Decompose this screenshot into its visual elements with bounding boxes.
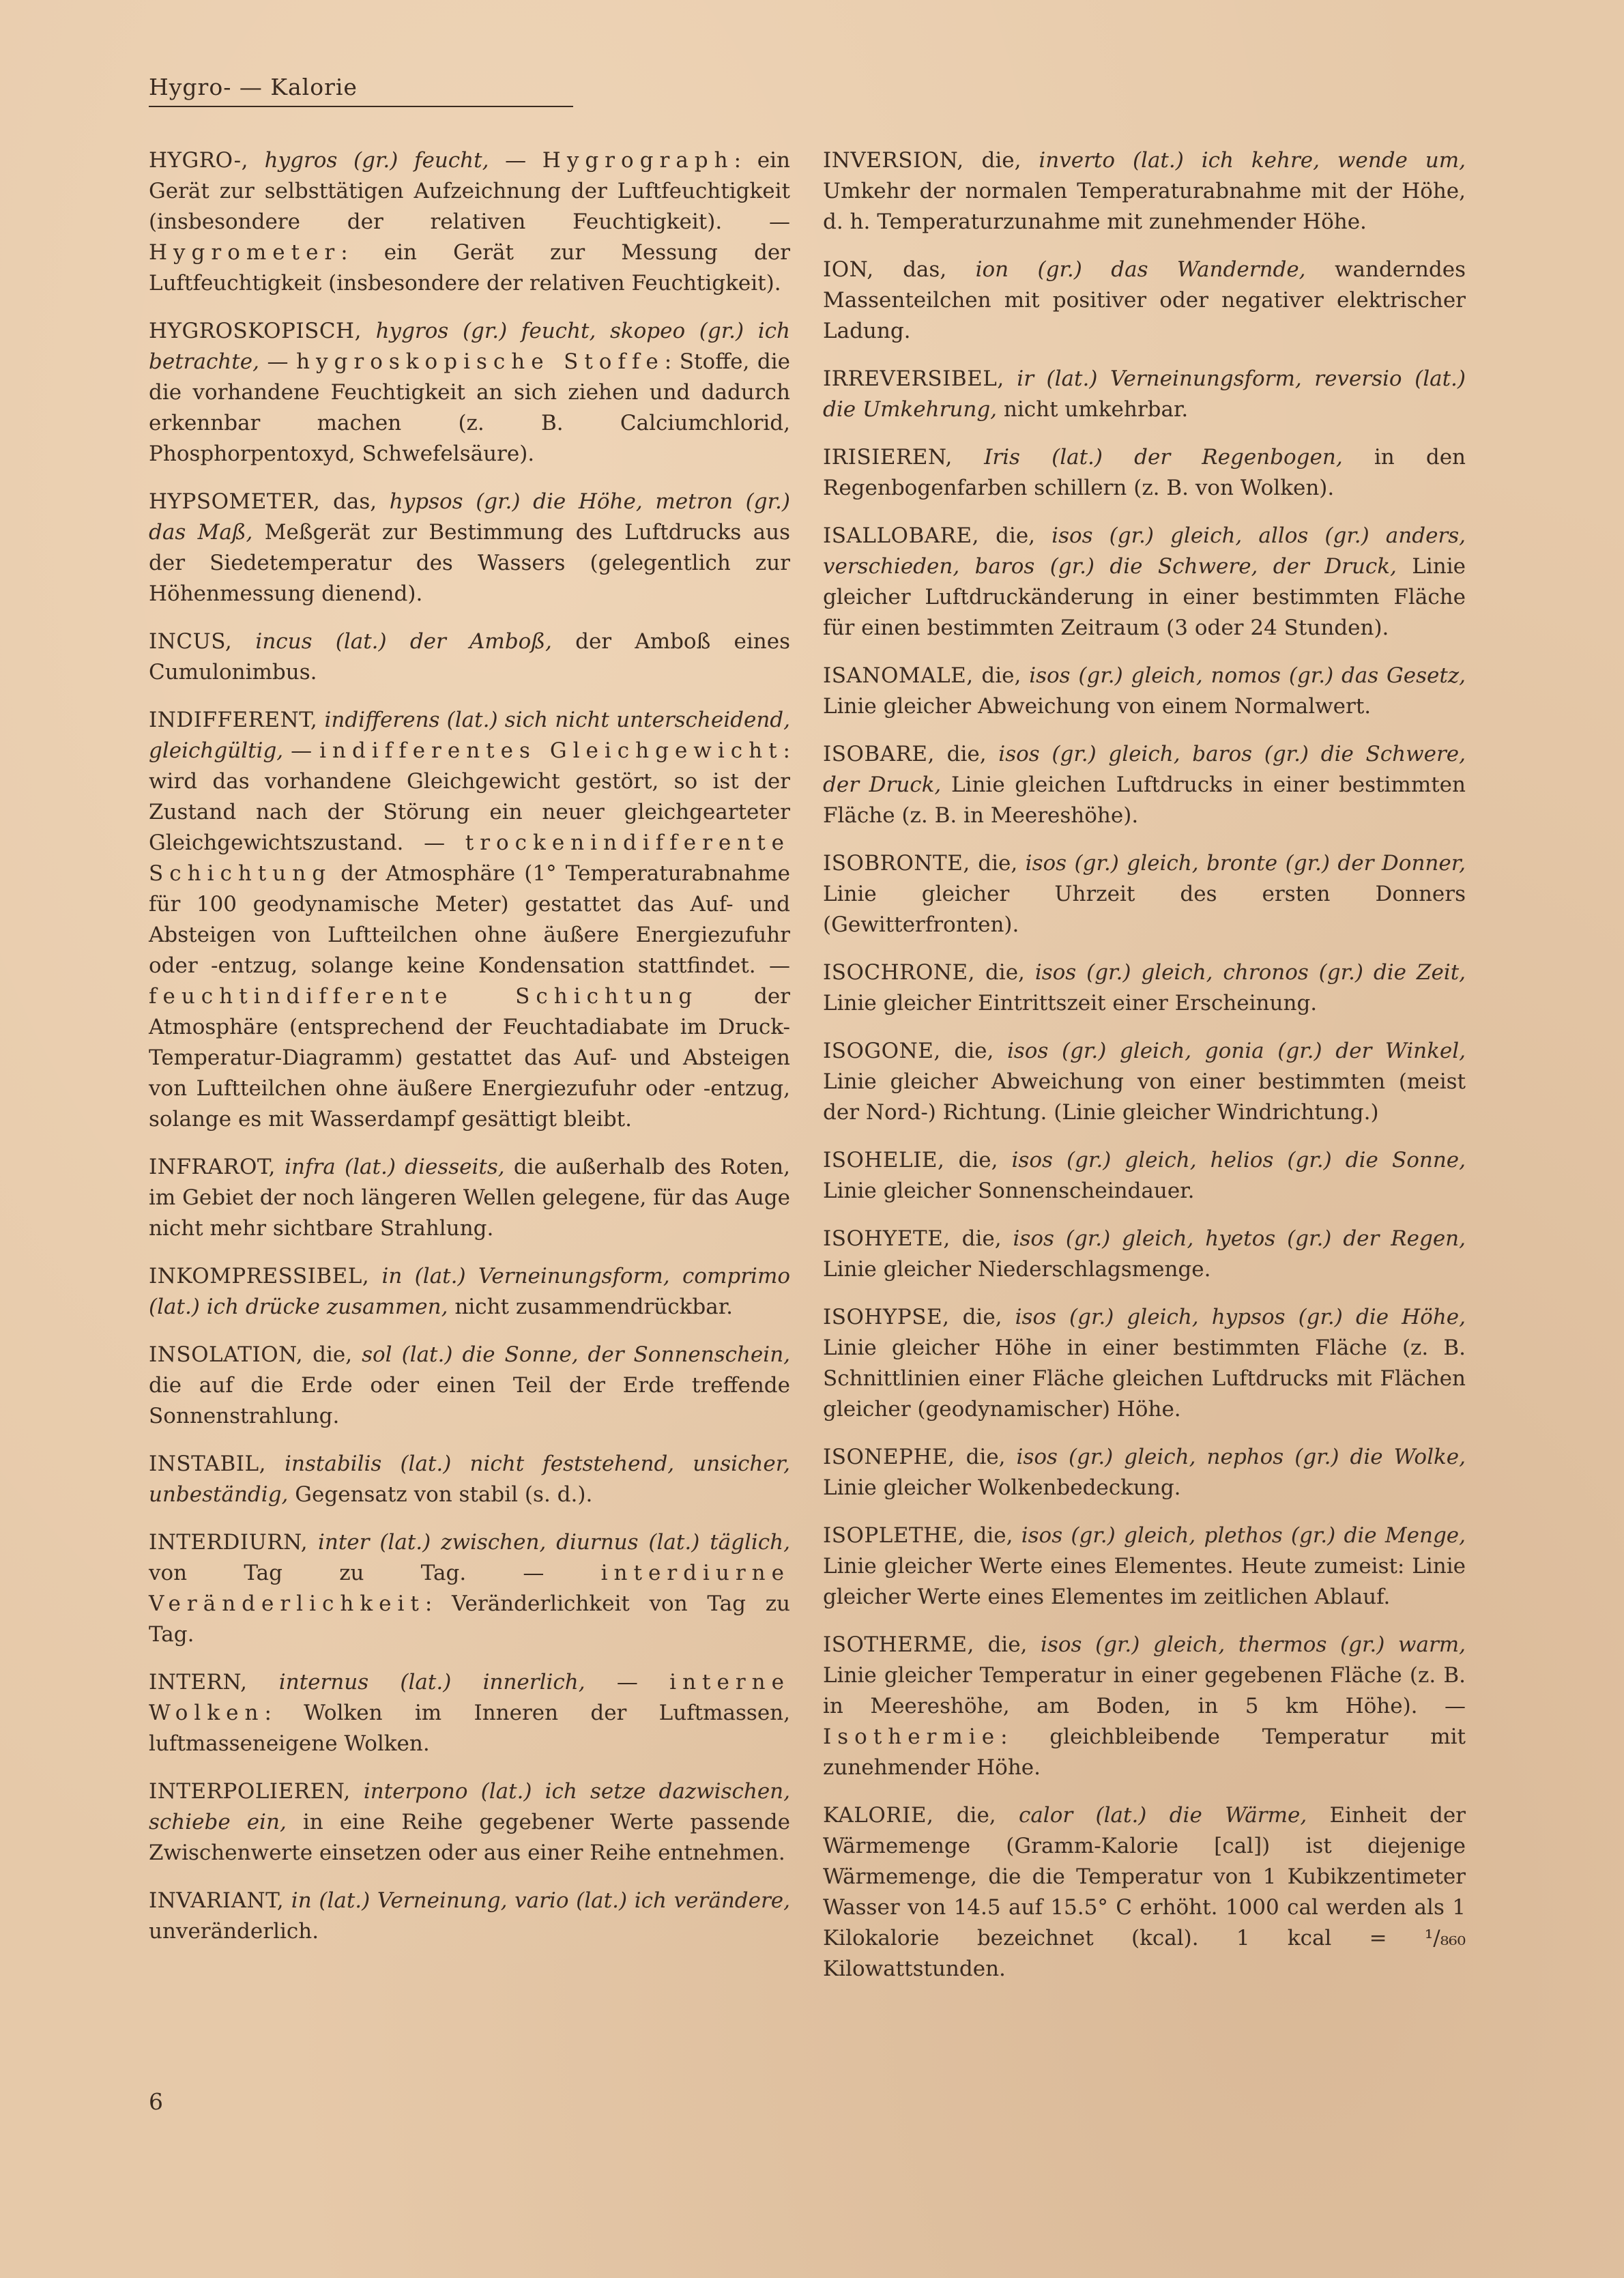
entry-headword: ISOGONE, xyxy=(823,1039,941,1063)
entry-text: die, xyxy=(966,1445,1017,1469)
entry-text: in den Regenbogenfarben schillern (z. B. von Wolken). xyxy=(823,445,1466,500)
dictionary-entry xyxy=(823,957,1466,1019)
entry-text: : Veränderlichkeit von Tag zu Tag. xyxy=(149,1591,790,1647)
dictionary-entry xyxy=(149,1340,790,1432)
entry-subterm: hygroskopische Stoffe xyxy=(296,349,665,374)
entry-headword: HYGRO-, xyxy=(149,148,248,173)
entry-text: — xyxy=(291,738,320,763)
entry-headword: KALORIE, xyxy=(823,1803,934,1828)
entry-headword: ISOHYETE, xyxy=(823,1226,951,1251)
entry-text: die, xyxy=(978,851,1026,876)
right-column xyxy=(823,145,1466,2002)
dictionary-entry xyxy=(823,145,1466,237)
dictionary-entry xyxy=(149,145,790,299)
entry-etymology: sol (lat.) die Sonne, der Sonnenschein, xyxy=(362,1342,791,1367)
entry-subterm: interne Wolken xyxy=(149,1670,790,1725)
entry-headword: HYGROSKOPISCH, xyxy=(149,319,362,343)
dictionary-entry xyxy=(149,1667,790,1759)
dictionary-entry xyxy=(149,1776,790,1869)
entry-headword: INVARIANT, xyxy=(149,1888,285,1913)
entry-text: die, xyxy=(961,1226,1013,1251)
dictionary-entry xyxy=(149,1152,790,1244)
entry-etymology: isos (gr.) gleich, allos (gr.) anders, verschieden, baros (gr.) die Schwere, der Druck, xyxy=(823,523,1466,579)
dictionary-entry xyxy=(149,316,790,470)
entry-etymology: infra (lat.) diesseits, xyxy=(285,1155,505,1179)
entry-text: Linie gleicher Abweichung von einem Normalwert. xyxy=(823,694,1372,719)
entry-text: : wird das vorhandene Gleichgewicht gestört, so ist der Zustand nach der Störung ein neuer gleichgearteter Gleichgewichtszustand. — xyxy=(149,738,790,855)
entry-etymology: isos (gr.) gleich, nomos (gr.) das Gesetz, xyxy=(1029,663,1466,688)
entry-etymology: hygros (gr.) feucht, skopeo (gr.) ich betrachte, xyxy=(149,319,790,374)
entry-text: Meßgerät zur Bestimmung des Luftdrucks aus der Siedetemperatur des Wassers (gelegentlich zur Höhenmessung dienend). xyxy=(149,520,790,606)
dictionary-entry xyxy=(823,848,1466,940)
entry-text: Linie gleicher Niederschlagsmenge. xyxy=(823,1257,1211,1282)
entry-etymology: isos (gr.) gleich, helios (gr.) die Sonne, xyxy=(1011,1148,1466,1172)
entry-headword: INCUS, xyxy=(149,629,233,654)
entry-headword: ISOTHERME, xyxy=(823,1632,974,1657)
entry-etymology: incus (lat.) der Amboß, xyxy=(255,629,552,654)
entry-etymology: ion (gr.) das Wandernde, xyxy=(975,257,1306,282)
entry-headword: HYPSOMETER, xyxy=(149,489,321,514)
entry-text: Umkehr der normalen Temperaturabnahme mit der Höhe, d. h. Temperaturzunahme mit zunehmender Höhe. xyxy=(823,179,1466,234)
entry-etymology: isos (gr.) gleich, thermos (gr.) warm, xyxy=(1041,1632,1466,1657)
entry-headword: INTERPOLIEREN, xyxy=(149,1779,351,1804)
entry-etymology: calor (lat.) die Wärme, xyxy=(1018,1803,1307,1828)
entry-subterm: Hygrograph xyxy=(542,148,734,173)
entry-etymology: isos (gr.) gleich, hypsos (gr.) die Höhe, xyxy=(1015,1305,1466,1329)
entry-text: : gleichbleibende Temperatur mit zunehmender Höhe. xyxy=(823,1725,1466,1780)
entry-text: : Wolken im Inneren der Luftmassen, luftmasseneigene Wolken. xyxy=(149,1701,790,1756)
entry-text: Linie gleicher Werte eines Elementes. Heute zumeist: Linie gleicher Werte eines Elementes im zeitlichen Ablauf. xyxy=(823,1554,1466,1609)
dictionary-entry xyxy=(149,705,790,1135)
entry-etymology: inter (lat.) zwischen, diurnus (lat.) täglich, xyxy=(317,1530,790,1555)
entry-subterm: indifferentes Gleichgewicht xyxy=(319,738,783,763)
dictionary-entry xyxy=(823,1630,1466,1783)
dictionary-entry xyxy=(823,739,1466,831)
entry-text: der Amboß eines Cumulonimbus. xyxy=(149,629,790,684)
entry-text: nicht umkehrbar. xyxy=(1003,397,1189,422)
entry-etymology: in (lat.) Verneinungsform, comprimo (lat.) ich drücke zusammen, xyxy=(149,1264,790,1319)
entry-etymology: in (lat.) Verneinung, vario (lat.) ich verändere, xyxy=(291,1888,790,1913)
dictionary-entry xyxy=(823,1442,1466,1503)
entry-text: die, xyxy=(985,960,1035,985)
entry-text: Linie gleicher Luftdruckänderung in einer bestimmten Fläche für einen bestimmten Zeitraum (3 oder 24 Stunden). xyxy=(823,554,1466,640)
entry-etymology: isos (gr.) gleich, chronos (gr.) die Zeit, xyxy=(1034,960,1466,985)
entry-etymology: inverto (lat.) ich kehre, wende um, xyxy=(1039,148,1466,173)
entry-text: in eine Reihe gegebener Werte passende Zwischenwerte einsetzen oder aus einer Reihe entnehmen. xyxy=(149,1810,790,1865)
dictionary-entry xyxy=(823,1145,1466,1207)
entry-subterm: Hygrometer xyxy=(149,240,341,265)
left-column xyxy=(149,145,790,1964)
dictionary-entry xyxy=(823,521,1466,644)
entry-etymology: hygros (gr.) feucht, xyxy=(264,148,489,173)
entry-etymology: isos (gr.) gleich, gonia (gr.) der Winkel, xyxy=(1006,1039,1466,1063)
entry-text: Linie gleicher Wolkenbedeckung. xyxy=(823,1475,1181,1500)
entry-etymology: isos (gr.) gleich, nephos (gr.) die Wolke, xyxy=(1016,1445,1466,1469)
entry-text: die außerhalb des Roten, im Gebiet der noch längeren Wellen gelegene, für das Auge nicht mehr sichtbare Strahlung. xyxy=(149,1155,790,1241)
dictionary-entry xyxy=(823,661,1466,722)
entry-subterm: interdiurne Veränderlichkeit xyxy=(149,1561,790,1616)
entry-headword: ISOHYPSE, xyxy=(823,1305,950,1329)
entry-etymology: instabilis (lat.) nicht feststehend, unsicher, unbeständig, xyxy=(149,1452,790,1507)
entry-etymology: isos (gr.) gleich, plethos (gr.) die Menge, xyxy=(1021,1523,1466,1548)
entry-headword: ION, xyxy=(823,257,874,282)
entry-etymology: ir (lat.) Verneinungsform, reversio (lat.) die Umkehrung, xyxy=(823,366,1466,422)
entry-headword: INKOMPRESSIBEL, xyxy=(149,1264,370,1288)
entry-headword: INTERN, xyxy=(149,1670,248,1695)
entry-text: Linie gleicher Sonnenscheindauer. xyxy=(823,1179,1195,1203)
entry-text: Linie gleicher Uhrzeit des ersten Donners (Gewitterfronten). xyxy=(823,882,1466,937)
entry-text: Linie gleicher Höhe in einer bestimmten Fläche (z. B. Schnittlinien einer Fläche gleichen Luftdrucks mit Flächen gleicher (geodynamischer) Höhe. xyxy=(823,1336,1466,1422)
dictionary-entry xyxy=(149,487,790,609)
dictionary-entry xyxy=(149,1261,790,1323)
entry-headword: ISONEPHE, xyxy=(823,1445,955,1469)
dictionary-entry xyxy=(823,1800,1466,1985)
entry-etymology: Iris (lat.) der Regenbogen, xyxy=(984,445,1343,470)
entry-text: : Stoffe, die die vorhandene Feuchtigkeit an sich ziehen und dadurch erkennbar machen (z. B. Calciumchlorid, Phosphorpentoxyd, Schwefelsäure). xyxy=(149,349,791,466)
entry-text: die, xyxy=(973,1523,1021,1548)
entry-text: die, xyxy=(981,663,1030,688)
entry-subterm: Isothermie xyxy=(823,1725,1001,1749)
entry-headword: INVERSION, xyxy=(823,148,964,173)
entry-text: Linie gleicher Abweichung von einer bestimmten (meist der Nord-) Richtung. (Linie gleicher Windrichtung.) xyxy=(823,1069,1466,1125)
entry-etymology: interpono (lat.) ich setze dazwischen, schiebe ein, xyxy=(149,1779,790,1834)
entry-etymology: indifferens (lat.) sich nicht unterscheidend, gleichgültig, xyxy=(149,708,790,763)
dictionary-entry xyxy=(823,442,1466,504)
entry-text: Linie gleicher Temperatur in einer gegebenen Fläche (z. B. in Meereshöhe, am Boden, in 5 km Höhe). — xyxy=(823,1663,1466,1718)
entry-text: Linie gleichen Luftdrucks in einer bestimmten Fläche (z. B. in Meereshöhe). xyxy=(823,773,1466,828)
entry-text: der Atmosphäre (1° Temperaturabnahme für 100 geodynamische Meter) gestattet das Auf- und Absteigen von Luftteilchen ohne äußere Energiezufuhr oder -entzug, solange keine Kondensation stattfindet. — xyxy=(149,861,790,978)
entry-subterm: trockenindifferente Schichtung xyxy=(149,831,790,886)
entry-headword: ISANOMALE, xyxy=(823,663,974,688)
entry-text: wanderndes Massenteilchen mit positiver oder negativer elektrischer Ladung. xyxy=(823,257,1466,343)
entry-text: die, xyxy=(981,148,1039,173)
entry-headword: INSOLATION, xyxy=(149,1342,304,1367)
dictionary-entry xyxy=(823,1036,1466,1128)
entry-etymology: isos (gr.) gleich, hyetos (gr.) der Regen, xyxy=(1013,1226,1466,1251)
entry-text: — xyxy=(505,148,542,173)
entry-headword: INFRAROT, xyxy=(149,1155,276,1179)
entry-etymology: isos (gr.) gleich, bronte (gr.) der Donner, xyxy=(1025,851,1466,876)
dictionary-entry xyxy=(823,364,1466,425)
entry-headword: IRREVERSIBEL, xyxy=(823,366,1004,391)
entry-text: — xyxy=(267,349,297,374)
entry-text: die, xyxy=(313,1342,362,1367)
entry-text: die, xyxy=(956,1803,1019,1828)
entry-text: unveränderlich. xyxy=(149,1919,319,1944)
entry-headword: INSTABIL, xyxy=(149,1452,266,1476)
dictionary-entry xyxy=(823,1520,1466,1613)
entry-text: : ein Gerät zur Messung der Luftfeuchtigkeit (insbesondere der relativen Feuchtigkeit). xyxy=(149,240,790,295)
page-number: 6 xyxy=(149,2088,163,2115)
entry-headword: ISOPLETHE, xyxy=(823,1523,966,1548)
dictionary-entry xyxy=(823,1302,1466,1425)
entry-text: die, xyxy=(958,1148,1012,1172)
entry-text: von Tag zu Tag. — xyxy=(149,1561,601,1585)
entry-text: Gegensatz von stabil (s. d.). xyxy=(295,1482,593,1507)
entry-text: das, xyxy=(903,257,976,282)
dictionary-entry xyxy=(149,1527,790,1650)
entry-text: die auf die Erde oder einen Teil der Erde treffende Sonnenstrahlung. xyxy=(149,1373,790,1428)
entry-text: die, xyxy=(962,1305,1015,1329)
entry-subterm: feuchtindifferente Schichtung xyxy=(149,984,699,1009)
entry-text: nicht zusammendrückbar. xyxy=(454,1295,734,1319)
entry-headword: IRISIEREN, xyxy=(823,445,953,470)
dictionary-entry xyxy=(823,1224,1466,1285)
entry-text: Linie gleicher Eintrittszeit einer Erscheinung. xyxy=(823,991,1318,1015)
entry-text: die, xyxy=(946,742,999,766)
entry-text: das, xyxy=(333,489,390,514)
entry-headword: ISOCHRONE, xyxy=(823,960,976,985)
entry-text: — xyxy=(616,1670,670,1695)
entry-text: die, xyxy=(954,1039,1007,1063)
entry-headword: ISOBARE, xyxy=(823,742,935,766)
dictionary-entry xyxy=(823,255,1466,347)
entry-text: die, xyxy=(996,523,1052,548)
entry-headword: ISOHELIE, xyxy=(823,1148,945,1172)
entry-headword: ISOBRONTE, xyxy=(823,851,970,876)
entry-etymology: isos (gr.) gleich, baros (gr.) die Schwere, der Druck, xyxy=(823,742,1466,797)
entry-text: Einheit der Wärmemenge (Gramm-Kalorie [cal]) ist diejenige Wärmemenge, die die Temperatur von 1 Kubikzentimeter Wasser von 14.5 auf 15.5° C erhöht. 1000 cal werden als 1 Kilokalorie bezeichnet (kcal). 1 kcal = ¹/₈₆₀ Kilowattstunden. xyxy=(823,1803,1466,1981)
entry-etymology: internus (lat.) innerlich, xyxy=(278,1670,585,1695)
dictionary-entry xyxy=(149,1886,790,1947)
entry-text: der Atmosphäre (entsprechend der Feuchtadiabate im Druck-Temperatur-Diagramm) gestattet das Auf- und Absteigen von Luftteilchen ohne äußere Energiezufuhr oder -entzug, solange es mit Wasserdampf gesättigt bleibt. xyxy=(149,984,790,1131)
entry-headword: INDIFFERENT, xyxy=(149,708,318,732)
entry-text: : ein Gerät zur selbsttätigen Aufzeichnung der Luftfeuchtigkeit (insbesondere der relativen Feuchtigkeit). — xyxy=(149,148,790,234)
dictionary-entry xyxy=(149,626,790,688)
entry-text: die, xyxy=(987,1632,1041,1657)
entry-headword: INTERDIURN, xyxy=(149,1530,308,1555)
dictionary-entry xyxy=(149,1449,790,1510)
entry-headword: ISALLOBARE, xyxy=(823,523,979,548)
running-head: Hygro- — Kalorie xyxy=(149,74,573,107)
entry-etymology: hypsos (gr.) die Höhe, metron (gr.) das Maß, xyxy=(149,489,790,545)
